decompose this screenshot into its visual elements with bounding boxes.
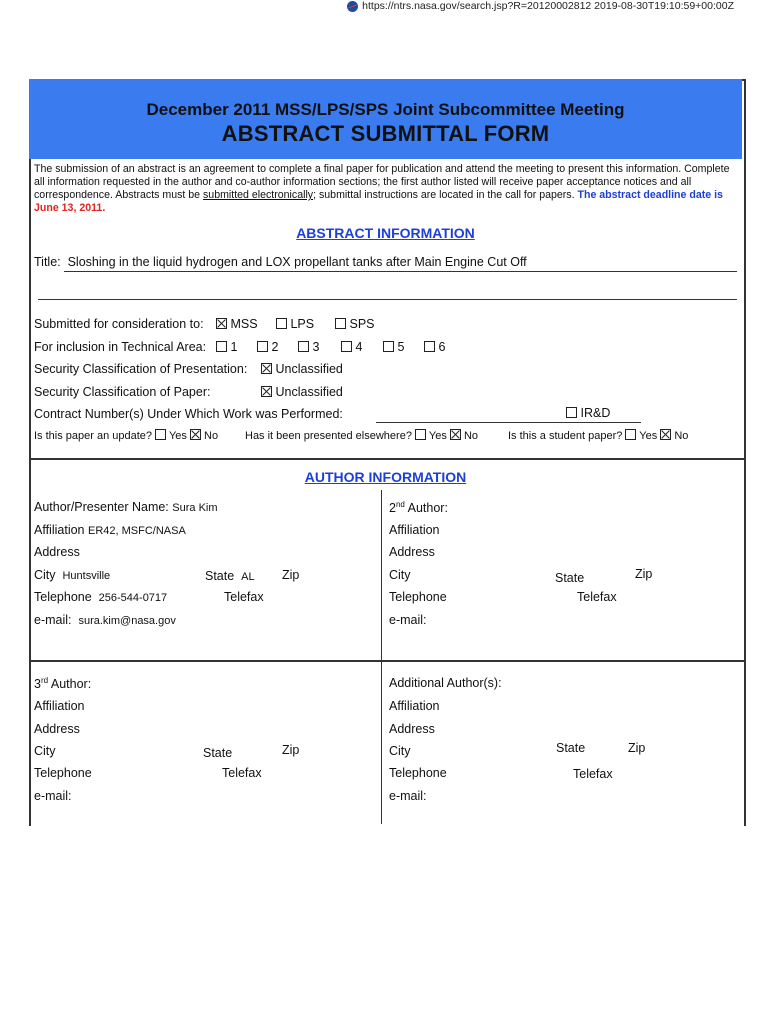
presenter-state[interactable]: State AL: [205, 569, 255, 583]
source-url: [347, 0, 734, 12]
second-state[interactable]: State: [555, 571, 585, 585]
intro-paragraph: The submission of an abstract is an agreement to complete a final paper for publication and attend the meeting to present this information. Complete all information requested in the author and co-author information sections; the first author listed will receive paper acceptance notices and all correspondence. Abstracts must be submitted electronically; submittal instructions are located in the call for papers. The abstract deadline date is June 13, 2011.: [34, 163, 730, 214]
title-underline: [64, 271, 737, 272]
contract-label: Contract Number(s) Under Which Work was Performed:: [34, 407, 343, 421]
author-info-heading: AUTHOR INFORMATION: [304, 469, 467, 485]
presenter-city[interactable]: City Huntsville: [34, 568, 111, 582]
area-5[interactable]: 5: [383, 340, 404, 354]
contract-field[interactable]: [376, 422, 641, 423]
update-question: Is this paper an update? Yes No: [34, 430, 219, 442]
presenter-telephone[interactable]: Telephone 256-544-0717: [34, 590, 168, 604]
second-zip[interactable]: Zip: [635, 567, 653, 581]
ird-checkbox[interactable]: [566, 407, 577, 418]
student-question: Is this a student paper? Yes No: [508, 430, 689, 442]
abstract-info-heading: ABSTRACT INFORMATION: [296, 225, 475, 241]
third-telefax[interactable]: Telefax: [222, 766, 262, 780]
additional-affiliation[interactable]: Affiliation: [389, 699, 440, 713]
area-3-checkbox[interactable]: [298, 341, 309, 352]
area-1-checkbox[interactable]: [216, 341, 227, 352]
student-no-checkbox[interactable]: [660, 429, 671, 440]
sps-checkbox[interactable]: [335, 318, 346, 329]
update-yes-checkbox[interactable]: [155, 429, 166, 440]
second-telephone[interactable]: Telephone: [389, 590, 447, 604]
third-zip[interactable]: Zip: [282, 743, 300, 757]
title-value: Sloshing in the liquid hydrogen and LOX propellant tanks after Main Engine Cut Off: [67, 255, 527, 269]
area-1[interactable]: 1: [216, 340, 237, 354]
form-title: ABSTRACT SUBMITTAL FORM: [221, 121, 550, 146]
consider-label: Submitted for consideration to:: [34, 317, 204, 331]
additional-telefax[interactable]: Telefax: [573, 767, 613, 781]
third-city[interactable]: City: [34, 744, 56, 758]
additional-authors-label[interactable]: Additional Author(s):: [389, 676, 502, 690]
second-email[interactable]: e-mail:: [389, 613, 427, 627]
meeting-title: December 2011 MSS/LPS/SPS Joint Subcommittee Meeting: [146, 100, 625, 119]
sec-pres-option[interactable]: Unclassified: [261, 362, 343, 376]
area-5-checkbox[interactable]: [383, 341, 394, 352]
lps-checkbox[interactable]: [276, 318, 287, 329]
additional-email[interactable]: e-mail:: [389, 789, 427, 803]
presenter-email[interactable]: e-mail: sura.kim@nasa.gov: [34, 613, 176, 627]
title-underline-2: [38, 299, 737, 300]
presenter-affiliation[interactable]: Affiliation ER42, MSFC/NASA: [34, 523, 186, 537]
deadline-date: June 13, 2011.: [34, 202, 106, 214]
nasa-logo-icon: [347, 1, 358, 12]
additional-city[interactable]: City: [389, 744, 411, 758]
elsewhere-yes-checkbox[interactable]: [415, 429, 426, 440]
elsewhere-no-checkbox[interactable]: [450, 429, 461, 440]
area-4-checkbox[interactable]: [341, 341, 352, 352]
additional-address[interactable]: Address: [389, 722, 435, 736]
second-author-label[interactable]: 2nd Author:: [389, 500, 448, 516]
area-6-checkbox[interactable]: [424, 341, 435, 352]
sec-paper-checkbox[interactable]: [261, 386, 272, 397]
second-address[interactable]: Address: [389, 545, 435, 559]
section-divider: [29, 458, 744, 460]
mss-checkbox[interactable]: [216, 318, 227, 329]
student-yes-checkbox[interactable]: [625, 429, 636, 440]
presenter-name[interactable]: Author/Presenter Name: Sura Kim: [34, 500, 218, 514]
area-4[interactable]: 4: [341, 340, 362, 354]
sec-paper-option[interactable]: Unclassified: [261, 385, 343, 399]
area-2-checkbox[interactable]: [257, 341, 268, 352]
presenter-address[interactable]: Address: [34, 545, 80, 559]
sec-pres-label: Security Classification of Presentation:: [34, 362, 248, 376]
presenter-telefax[interactable]: Telefax: [224, 590, 264, 604]
ird-option[interactable]: IR&D: [566, 406, 610, 420]
sec-pres-checkbox[interactable]: [261, 363, 272, 374]
additional-telephone[interactable]: Telephone: [389, 766, 447, 780]
consider-mss[interactable]: MSS: [216, 317, 258, 331]
author-row-divider: [29, 660, 744, 662]
third-telephone[interactable]: Telephone: [34, 766, 92, 780]
third-author-label[interactable]: 3rd Author:: [34, 676, 92, 692]
third-state[interactable]: State: [203, 746, 233, 760]
consider-sps[interactable]: SPS: [335, 317, 375, 331]
second-affiliation[interactable]: Affiliation: [389, 523, 440, 537]
column-divider: [381, 490, 382, 824]
area-2[interactable]: 2: [257, 340, 278, 354]
update-no-checkbox[interactable]: [190, 429, 201, 440]
additional-state[interactable]: State: [556, 741, 586, 755]
consider-lps[interactable]: LPS: [276, 317, 314, 331]
additional-zip[interactable]: Zip: [628, 741, 646, 755]
source-url-text: https://ntrs.nasa.gov/search.jsp?R=20120002812 2019-08-30T19:10:59+00:00Z: [362, 0, 734, 12]
title-field[interactable]: Title: Sloshing in the liquid hydrogen and LOX propellant tanks after Main Engine Cut Off: [34, 255, 527, 269]
third-address[interactable]: Address: [34, 722, 80, 736]
presenter-zip[interactable]: Zip: [282, 568, 300, 582]
sec-paper-label: Security Classification of Paper:: [34, 385, 211, 399]
second-city[interactable]: City: [389, 568, 411, 582]
second-telefax[interactable]: Telefax: [577, 590, 617, 604]
submission-link[interactable]: submitted electronically: [203, 189, 314, 201]
area-3[interactable]: 3: [298, 340, 319, 354]
area-label: For inclusion in Technical Area:: [34, 340, 207, 354]
elsewhere-question: Has it been presented elsewhere? Yes No: [245, 430, 479, 442]
third-email[interactable]: e-mail:: [34, 789, 72, 803]
area-6[interactable]: 6: [424, 340, 445, 354]
third-affiliation[interactable]: Affiliation: [34, 699, 85, 713]
